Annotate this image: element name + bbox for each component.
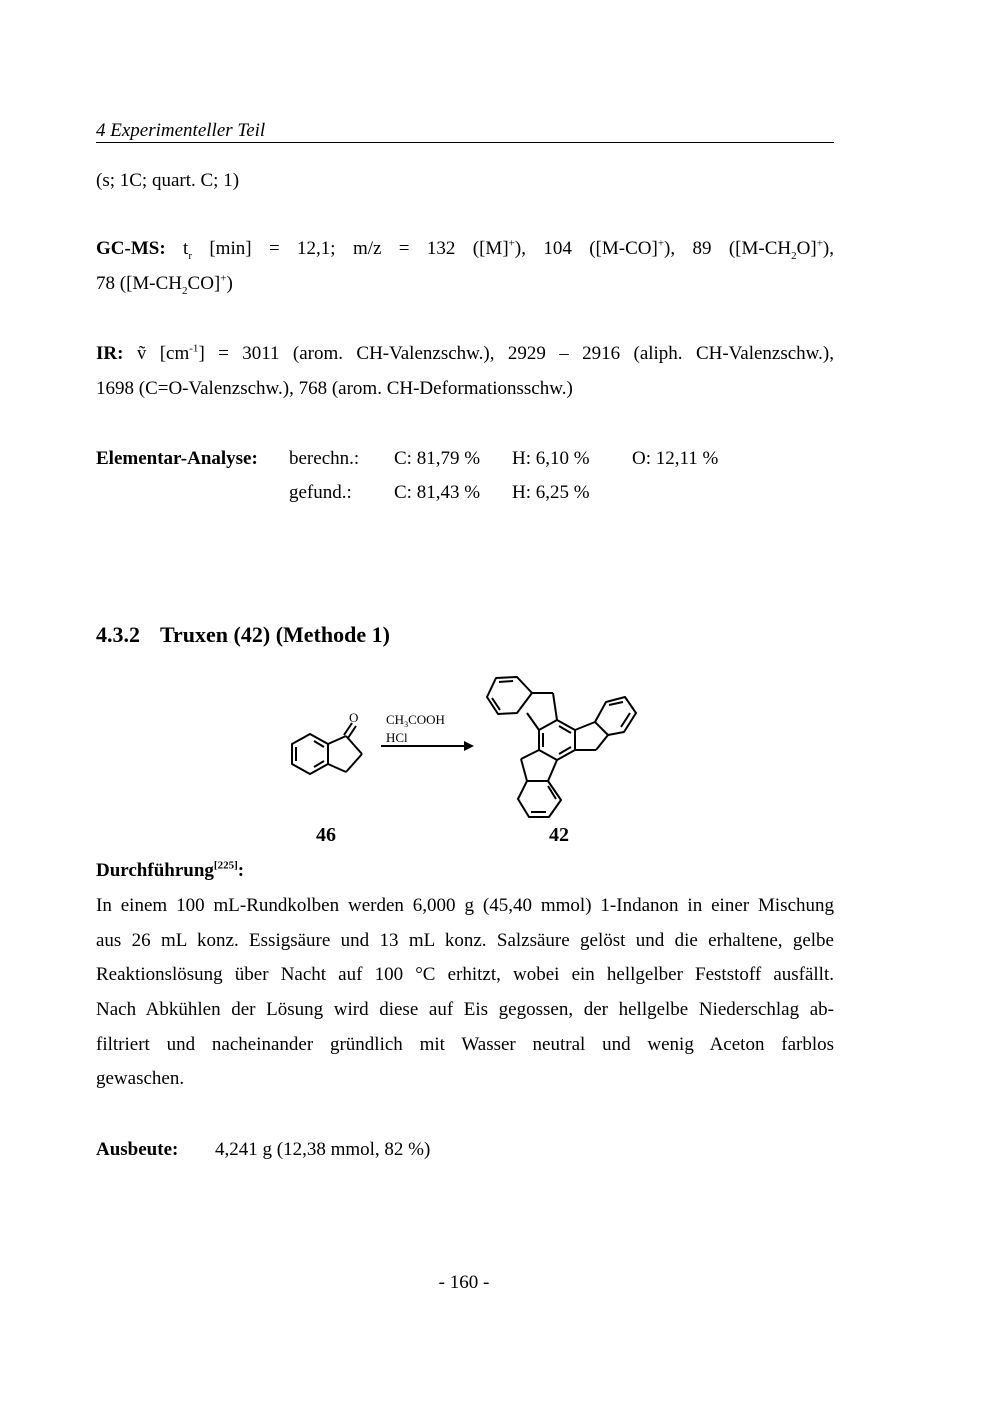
gcms-line-2: 78 $([M-CH_2CO]^+)$	[96, 272, 233, 297]
procedure-line: Reaktionslösung über Nacht auf 100 °C erhitzt, wobei ein hellgelber Feststoff ausfällt.	[96, 964, 834, 986]
elemental-calc-o: O: 12,11 %	[632, 448, 719, 469]
procedure-line: filtriert und nacheinander gründlich mit Wasser neutral und wenig Aceton farblos	[96, 1033, 834, 1055]
compound-42-label: 42	[549, 824, 569, 846]
elemental-found-label: gefund.:	[289, 482, 352, 503]
yield-value: 4,241 g (12,38 mmol, 82 %)	[215, 1139, 431, 1160]
elemental-found-h: H: 6,25 %	[512, 482, 590, 503]
nmr-tail: (s; 1C; quart. C; 1)	[96, 170, 240, 191]
reagent-acetic-acid: $CH_3COOH$	[386, 712, 445, 729]
yield-label: Ausbeute:	[96, 1139, 179, 1160]
gcms-label: GC-MS:	[96, 238, 166, 259]
reagent-hcl: HCl	[386, 730, 408, 745]
ir-label: IR:	[96, 343, 124, 364]
page-number: - 160 -	[438, 1272, 490, 1293]
section-title: Truxen (42) (Methode 1)	[160, 622, 390, 647]
elemental-calc-label: berechn.:	[289, 448, 360, 469]
gcms-tr: $t_r$ [min] = 12,1; m/z = 132 ([M]+), 104 ([M-CO]+), 89 $([M-CH_2O]^+)$,	[183, 237, 834, 262]
procedure-line: gewaschen.	[96, 1068, 185, 1090]
procedure-line: Nach Abkühlen der Lösung wird diese auf Eis gegossen, der hellgelbe Niederschlag ab-	[96, 999, 834, 1021]
section-number: 4.3.2	[96, 622, 140, 647]
running-header: 4 Experimenteller Teil	[96, 120, 266, 141]
indanone-structure	[292, 723, 362, 774]
truxene-structure	[487, 677, 636, 817]
elemental-found-c: C: 81,43 %	[394, 482, 481, 503]
reaction-scheme	[0, 660, 1000, 830]
ir-line-1: IR: ṽ $[cm^{-1}] = 3011$ (arom. CH-Valenzschw.), 2929 – 2916 (aliph. CH-Valenzschw.),	[96, 342, 834, 364]
procedure-reference: [225]	[213, 859, 238, 872]
header-rule	[96, 142, 834, 143]
elemental-calc-h: H: 6,10 %	[512, 448, 590, 469]
gcms-line-1	[96, 238, 834, 260]
elemental-label: Elementar-Analyse:	[96, 448, 258, 469]
procedure-line: aus 26 mL konz. Essigsäure und 13 mL konz. Salzsäure gelöst und die erhaltene, gelbe	[96, 929, 834, 951]
compound-46-label: 46	[316, 824, 336, 846]
procedure-line: In einem 100 mL-Rundkolben werden 6,000 g (45,40 mmol) 1-Indanon in einer Mischung	[96, 895, 834, 916]
section-heading	[96, 622, 390, 648]
arrow-head	[464, 741, 474, 751]
elemental-calc-c: C: 81,79 %	[394, 448, 481, 469]
ir-line-2: 1698 (C=O-Valenzschw.), 768 (arom. CH-Deformationsschw.)	[96, 378, 573, 399]
procedure-text	[96, 889, 834, 1097]
procedure-heading: Durchführung[225]:	[96, 859, 245, 881]
oxygen-label: O	[349, 710, 359, 725]
